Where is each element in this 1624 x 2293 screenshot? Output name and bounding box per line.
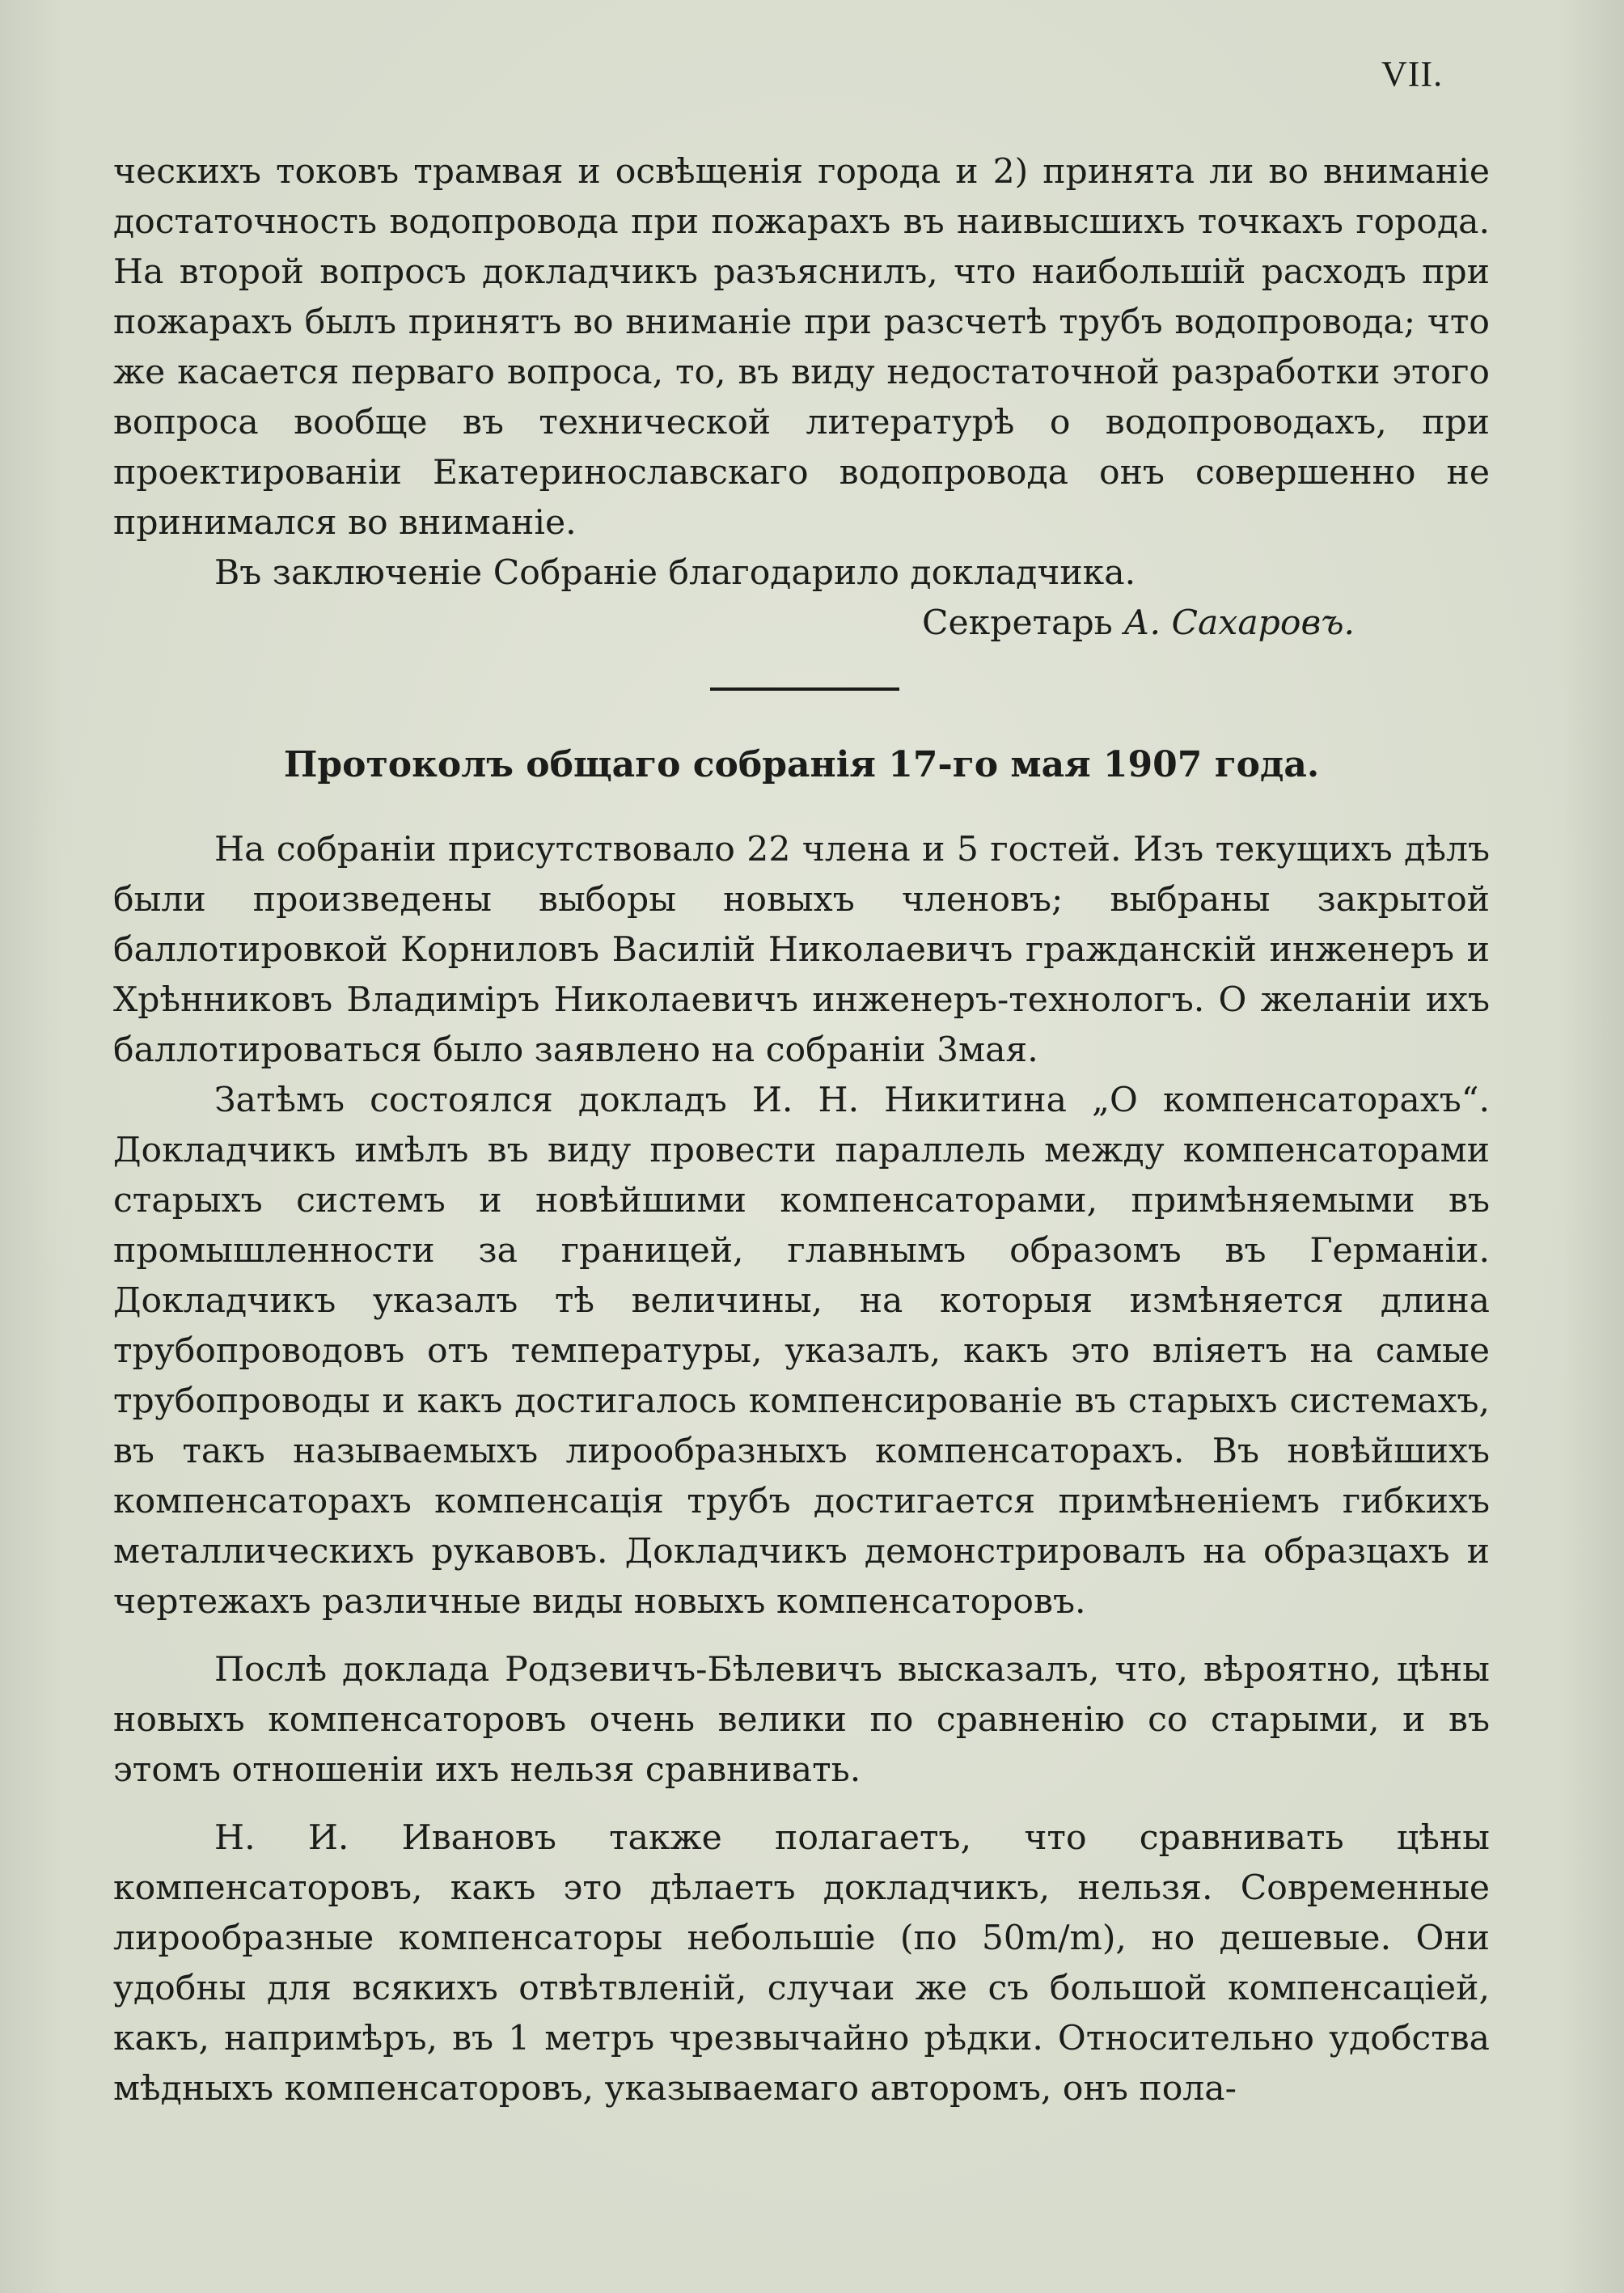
protocol-paragraph: Послѣ доклада Родзевичъ-Бѣлевичъ высказалъ, что, вѣроятно, цѣны новыхъ компенсаторовъ очень велики по сравненію со старыми, и въ этомъ отношеніи ихъ нельзя сравнивать. xyxy=(113,1650,1490,1790)
protocol-body xyxy=(113,825,1490,2114)
protocol-paragraph: Затѣмъ состоялся докладъ И. Н. Никитина „О компенсаторахъ“. Докладчикъ имѣлъ въ виду провести параллель между компенсаторами старыхъ системъ и новѣйшими компенсаторами, примѣняемыми въ промышленности за границей, главнымъ образомъ въ Германіи. Докладчикъ указалъ тѣ величины, на которыя измѣняется длина трубопроводовъ отъ температуры, указалъ, какъ это вліяетъ на самые трубопроводы и какъ достигалось компенсированіе въ старыхъ системахъ, въ такъ называемыхъ лирообразныхъ компенсаторахъ. Въ новѣйшихъ компенсаторахъ компенсація трубъ достигается примѣненіемъ гибкихъ металлическихъ рукавовъ. Докладчикъ демонстрировалъ на образцахъ и чертежахъ различные виды новыхъ компенсаторовъ. xyxy=(113,1081,1490,1622)
closing-paragraph: Въ заключеніе Собраніе благодарило докладчика. xyxy=(214,553,1136,593)
protocol-paragraph: Н. И. Ивановъ также полагаетъ, что сравнивать цѣны компенсаторовъ, какъ это дѣлаетъ докладчикъ, нельзя. Современные лирообразные компенсаторы небольшіе (по 50m/m), но дешевые. Они удобны для всякихъ отвѣтвленій, случаи же съ большой компенсаціей, какъ, напримѣръ, въ 1 метръ чрезвычайно рѣдки. Относительно удобства мѣдныхъ компенсаторовъ, указываемаго авторомъ, онъ пола- xyxy=(113,1818,1490,2109)
signature-label: Секретарь xyxy=(922,603,1113,643)
protocol-title: Протоколъ общаго собранія 17-го мая 1907 года. xyxy=(283,744,1320,785)
signature-name: А. Сахаровъ. xyxy=(1123,603,1355,643)
continuation-text xyxy=(113,147,1490,599)
section-divider xyxy=(710,687,899,691)
secretary-signature xyxy=(922,599,1488,649)
protocol-paragraph: На собраніи присутствовало 22 члена и 5 гостей. Изъ текущихъ дѣлъ были произведены выборы новыхъ членовъ; выбраны закрытой баллотировкой Корниловъ Василій Николаевичъ гражданскій инженеръ и Хрѣнниковъ Владиміръ Николаевичъ инженеръ-технологъ. О желаніи ихъ баллотироваться было заявлено на собраніи 3мая. xyxy=(113,830,1490,1070)
page-number: VII. xyxy=(1381,54,1444,94)
continuation-paragraph: ческихъ токовъ трамвая и освѣщенія города и 2) принята ли во вниманіе достаточность водопровода при пожарахъ въ наивысшихъ точкахъ города. На второй вопросъ докладчикъ разъяснилъ, что наибольшій расходъ при пожарахъ былъ принятъ во вниманіе при разсчетѣ трубъ водопровода; что же касается перваго вопроса, то, въ виду недостаточной разработки этого вопроса вообще въ технической литературѣ о водопроводахъ, при проектированіи Екатеринославскаго водопровода онъ совершенно не принимался во вниманіе. xyxy=(113,152,1490,543)
